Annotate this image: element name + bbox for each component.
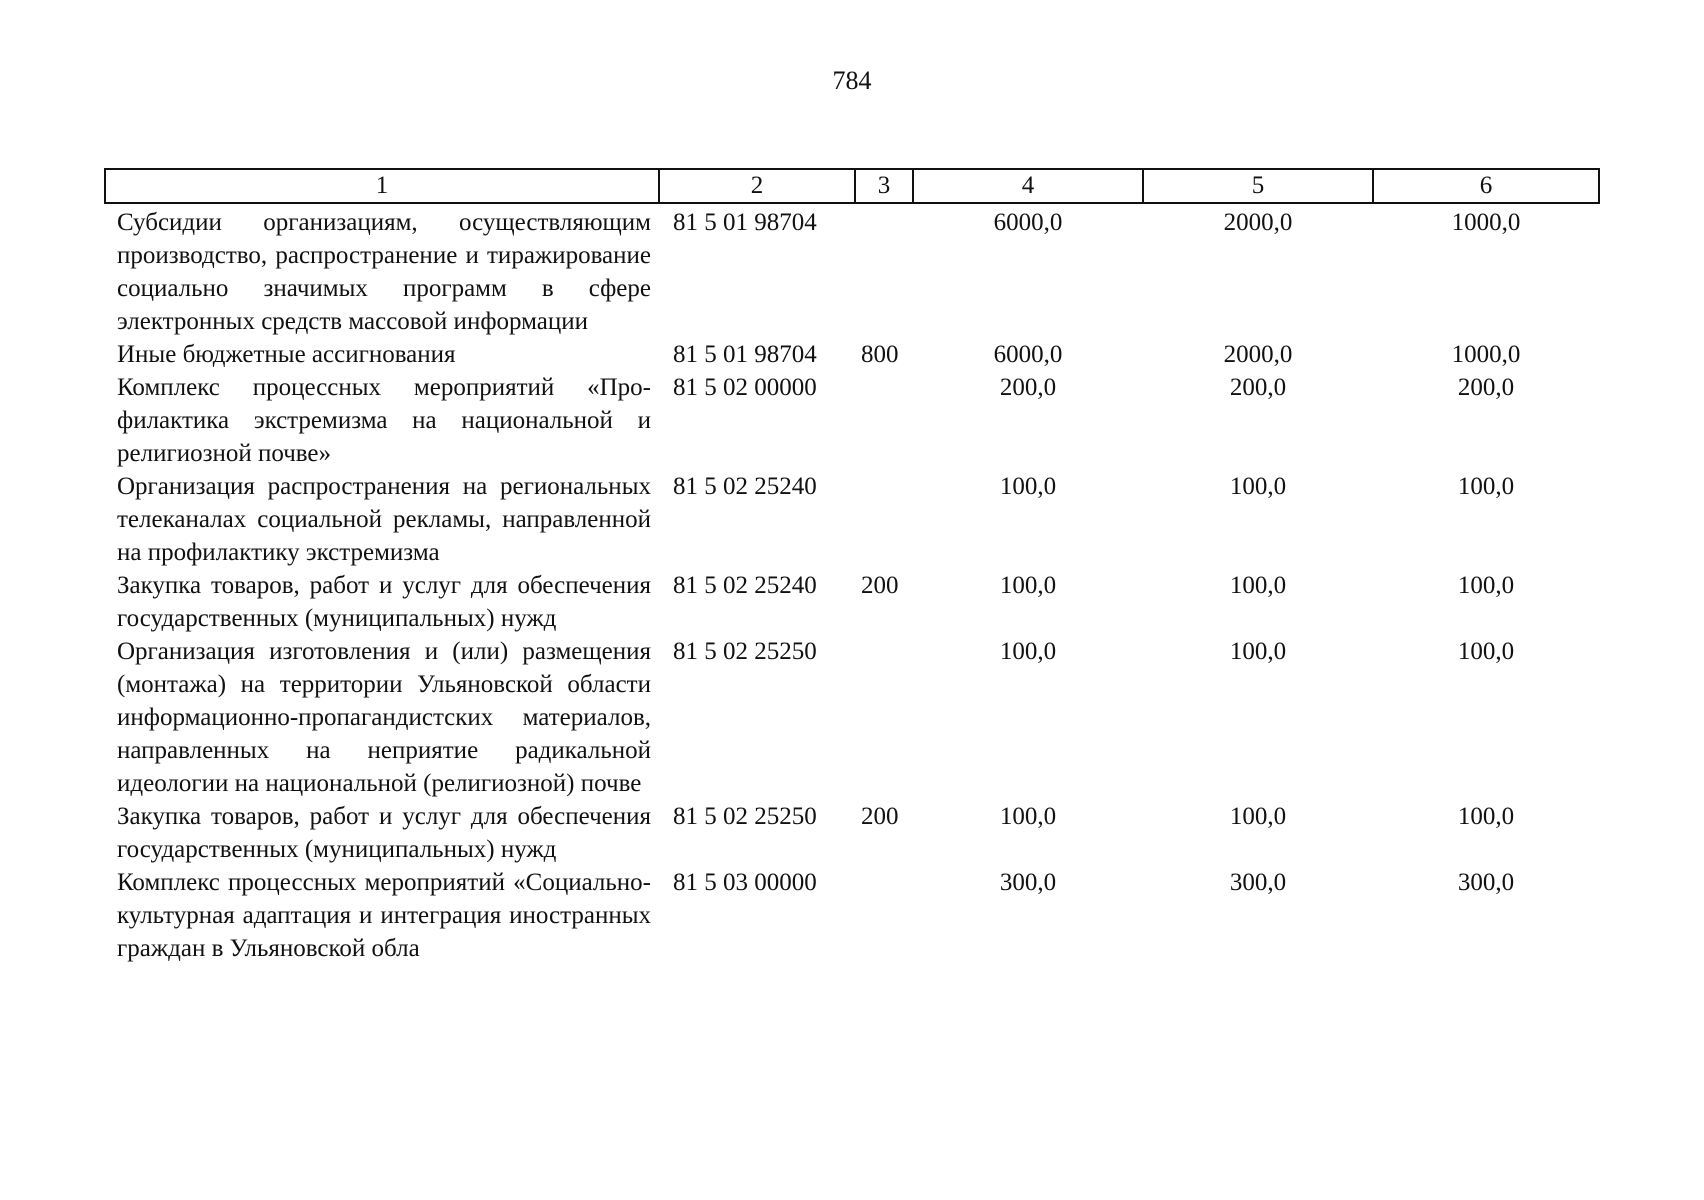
- table-row: [105, 800, 1599, 866]
- table-row: [105, 338, 1599, 371]
- row-expense-type: [855, 371, 913, 470]
- row-value-col4: 6000,0: [993, 341, 1063, 368]
- header-row: [105, 169, 1599, 203]
- row-value-col4: 200,0: [999, 374, 1057, 401]
- row-value-col5: 100,0: [1229, 638, 1287, 665]
- row-value-col5: 200,0: [1229, 374, 1287, 401]
- row-target-code: 81 5 02 25240: [673, 572, 817, 599]
- header-col-5: 5: [1143, 169, 1373, 203]
- row-value-col6: 300,0: [1457, 869, 1515, 896]
- row-name: Субсидии организациям, осуществляющим производство, распространение и тиражирование социально значимых программ в сфере электронных средств массовой информации: [117, 209, 651, 335]
- header-col-4: 4: [913, 169, 1143, 203]
- table-row: [105, 203, 1599, 338]
- row-value-col4: 100,0: [999, 803, 1057, 830]
- row-expense-type: 200: [861, 572, 899, 599]
- row-value-col6: 100,0: [1457, 572, 1515, 599]
- row-target-code: 81 5 02 25250: [673, 638, 817, 665]
- row-value-col6: 100,0: [1457, 473, 1515, 500]
- row-name: Закупка товаров, работ и услуг для обеспечения государственных (муниципальных) нужд: [117, 572, 651, 632]
- row-value-col5: 2000,0: [1223, 209, 1293, 236]
- row-value-col5: 300,0: [1229, 869, 1287, 896]
- row-target-code: 81 5 02 25240: [673, 473, 817, 500]
- row-value-col4: 100,0: [999, 473, 1057, 500]
- row-value-col6: 100,0: [1457, 803, 1515, 830]
- table-row: [105, 371, 1599, 470]
- row-expense-type: 800: [861, 341, 899, 368]
- row-value-col6: 1000,0: [1451, 341, 1521, 368]
- table-header: [105, 169, 1599, 203]
- row-expense-type: [855, 203, 913, 338]
- header-col-6: 6: [1373, 169, 1599, 203]
- row-expense-type: [855, 866, 913, 965]
- row-target-code: 81 5 02 00000: [673, 374, 817, 401]
- row-name: Иные бюджетные ассигнования: [117, 341, 456, 368]
- row-value-col4: 100,0: [999, 572, 1057, 599]
- table-row: [105, 635, 1599, 800]
- table-body: [105, 203, 1599, 965]
- row-value-col6: 1000,0: [1451, 209, 1521, 236]
- row-name: Организация изготовления и (или) размещения (монтажа) на территории Ульяновской области информационно-пропагандистских материалов, направленных на неприятие радикальной идеологии на национальной (религиозной) почве: [117, 638, 651, 797]
- row-target-code: 81 5 01 98704: [673, 209, 817, 236]
- row-target-code: 81 5 01 98704: [673, 341, 817, 368]
- row-name: Комплекс процессных мероприятий «Социально-культурная адаптация и интеграция иностранных граждан в Ульяновской обла: [117, 869, 651, 962]
- row-value-col4: 6000,0: [993, 209, 1063, 236]
- table-row: [105, 569, 1599, 635]
- page-number: 784: [832, 66, 872, 95]
- row-name: Организация распространения на региональных телеканалах социальной рекламы, направленной на профилактику экстремизма: [117, 473, 651, 566]
- row-expense-type: [855, 470, 913, 569]
- row-value-col4: 100,0: [999, 638, 1057, 665]
- row-target-code: 81 5 02 25250: [673, 803, 817, 830]
- row-expense-type: [855, 635, 913, 800]
- table-row: [105, 470, 1599, 569]
- header-col-3: 3: [855, 169, 913, 203]
- budget-table: [104, 168, 1600, 965]
- row-expense-type: 200: [861, 803, 899, 830]
- row-value-col6: 100,0: [1457, 638, 1515, 665]
- table-row: [105, 866, 1599, 965]
- row-value-col5: 2000,0: [1223, 341, 1293, 368]
- row-value-col5: 100,0: [1229, 803, 1287, 830]
- header-col-1: 1: [105, 169, 659, 203]
- row-value-col4: 300,0: [999, 869, 1057, 896]
- row-value-col6: 200,0: [1457, 374, 1515, 401]
- row-name: Комплекс процессных мероприятий «Профилактика экстремизма на национальной и религиозной почве»: [117, 374, 651, 467]
- row-name: Закупка товаров, работ и услуг для обеспечения государственных (муниципальных) нужд: [117, 803, 651, 863]
- row-value-col5: 100,0: [1229, 572, 1287, 599]
- row-value-col5: 100,0: [1229, 473, 1287, 500]
- row-target-code: 81 5 03 00000: [673, 869, 817, 896]
- header-col-2: 2: [659, 169, 855, 203]
